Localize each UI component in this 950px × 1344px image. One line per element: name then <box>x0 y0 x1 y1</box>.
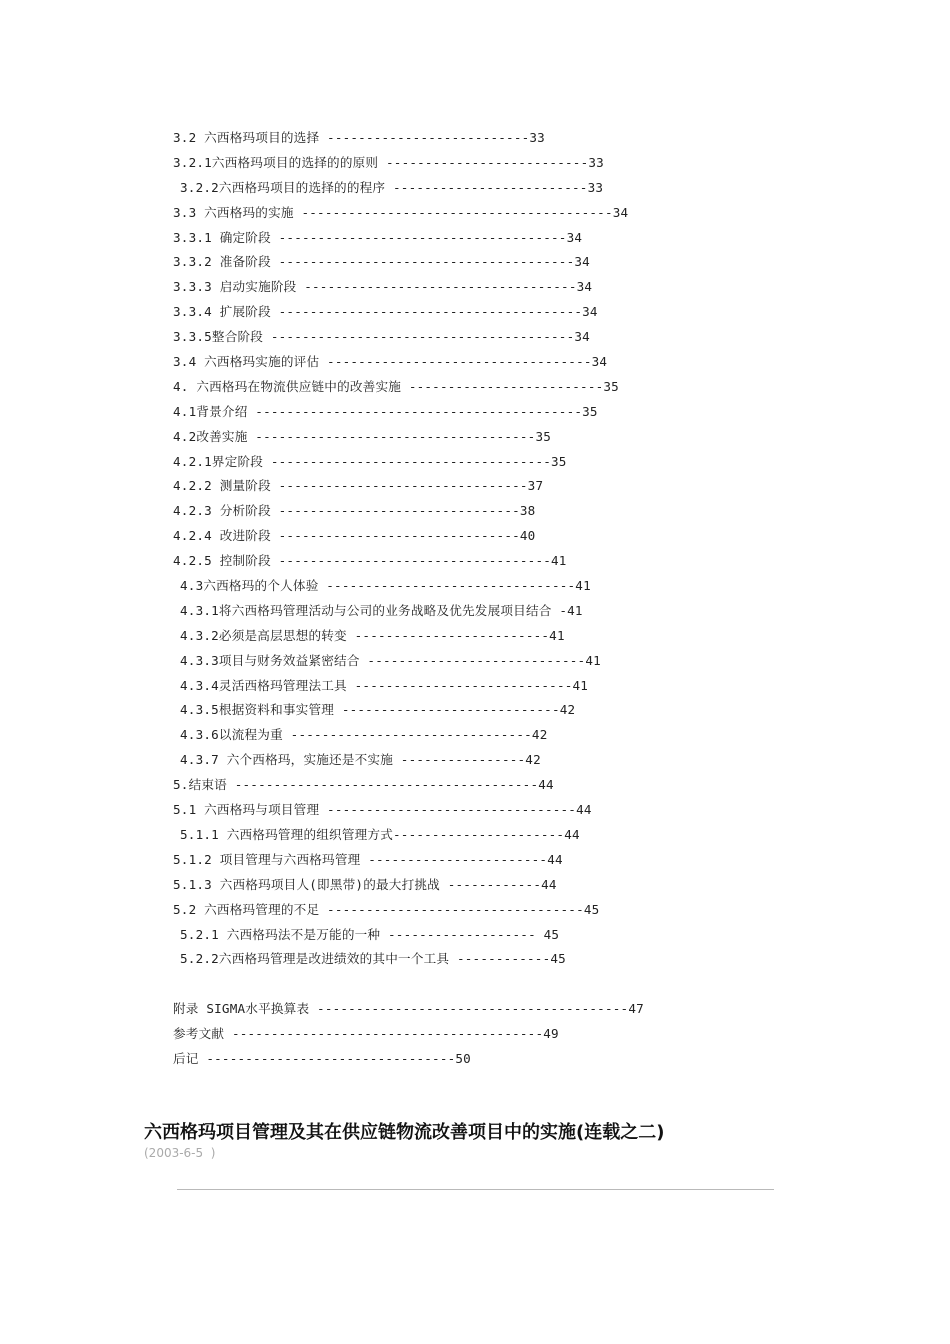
toc-entry: 4.3.1将六西格玛管理活动与公司的业务战略及优先发展项目结合 -41 <box>180 602 583 618</box>
toc-entry: 4.3六西格玛的个人体验 --------------------------------41 <box>180 578 591 594</box>
toc-entry: 4. 六西格玛在物流供应链中的改善实施 -------------------------35 <box>173 378 619 394</box>
toc-entry: 5.2 六西格玛管理的不足 ---------------------------------45 <box>173 901 600 917</box>
toc-entry: 5.1.3 六西格玛项目人(即黑带)的最大打挑战 ------------44 <box>173 876 557 892</box>
toc-entry: 4.2.3 分析阶段 -------------------------------38 <box>173 503 536 519</box>
toc-entry: 参考文献 ----------------------------------------49 <box>173 1026 559 1042</box>
toc-entry: 5.2.1 六西格玛法不是万能的一种 ------------------- 45 <box>180 926 560 942</box>
toc-entry: 3.3.5整合阶段 ---------------------------------------34 <box>173 329 590 345</box>
toc-entry: 3.3.1 确定阶段 -------------------------------------34 <box>173 229 583 245</box>
toc-entry: 4.2.5 控制阶段 -----------------------------------41 <box>173 553 567 569</box>
toc-entry: 5.2.2六西格玛管理是改进绩效的其中一个工具 ------------45 <box>180 951 566 967</box>
toc-entry: 4.3.7 六个西格玛，实施还是不实施 ----------------42 <box>180 752 541 768</box>
toc-entry: 4.2.4 改进阶段 -------------------------------40 <box>173 528 536 544</box>
toc-entry: 4.3.3项目与财务效益紧密结合 ----------------------------41 <box>180 652 601 668</box>
toc-entry: 4.3.2必须是高层思想的转变 -------------------------41 <box>180 627 565 643</box>
toc-entry: 3.2.1六西格玛项目的选择的的原则 --------------------------33 <box>173 154 604 170</box>
toc-entry: 4.3.5根据资料和事实管理 ----------------------------42 <box>180 702 576 718</box>
toc-entry: 4.3.6以流程为重 -------------------------------42 <box>180 727 548 743</box>
toc-entry: 3.3.3 启动实施阶段 -----------------------------------34 <box>173 279 593 295</box>
toc-entry: 4.2改善实施 ------------------------------------35 <box>173 428 552 444</box>
toc-entry: 5.1.1 六西格玛管理的组织管理方式----------------------44 <box>180 826 580 842</box>
toc-entry: 后记 --------------------------------50 <box>173 1051 471 1067</box>
toc-entry: 附录 SIGMA水平换算表 ----------------------------------------47 <box>173 1001 644 1017</box>
toc-entry: 5.结束语 ---------------------------------------44 <box>173 777 554 793</box>
toc-entry: 3.3 六西格玛的实施 ----------------------------------------34 <box>173 204 629 220</box>
divider <box>177 1189 774 1190</box>
article-date: (2003-6-5 ) <box>144 1146 216 1160</box>
toc-entry: 3.2 六西格玛项目的选择 --------------------------33 <box>173 130 545 145</box>
toc-entry: 5.1.2 项目管理与六西格玛管理 -----------------------44 <box>173 851 563 867</box>
toc-entry: 4.1背景介绍 ------------------------------------------35 <box>173 403 598 419</box>
toc-entry: 3.3.4 扩展阶段 ---------------------------------------34 <box>173 304 598 320</box>
article-title: 六西格玛项目管理及其在供应链物流改善项目中的实施(连载之二) <box>144 1122 665 1143</box>
toc-entry: 4.2.2 测量阶段 --------------------------------37 <box>173 478 544 494</box>
toc-entry: 4.3.4灵活西格玛管理法工具 ----------------------------41 <box>180 677 589 693</box>
toc-entry: 3.3.2 准备阶段 --------------------------------------34 <box>173 254 590 270</box>
table-of-contents <box>173 126 773 1072</box>
toc-entry: 3.4 六西格玛实施的评估 ----------------------------------34 <box>173 354 608 370</box>
toc-entry: 3.2.2六西格玛项目的选择的的程序 -------------------------33 <box>180 179 604 195</box>
toc-entry: 4.2.1界定阶段 ------------------------------------35 <box>173 453 567 469</box>
toc-entry: 5.1 六西格玛与项目管理 --------------------------------44 <box>173 802 592 818</box>
